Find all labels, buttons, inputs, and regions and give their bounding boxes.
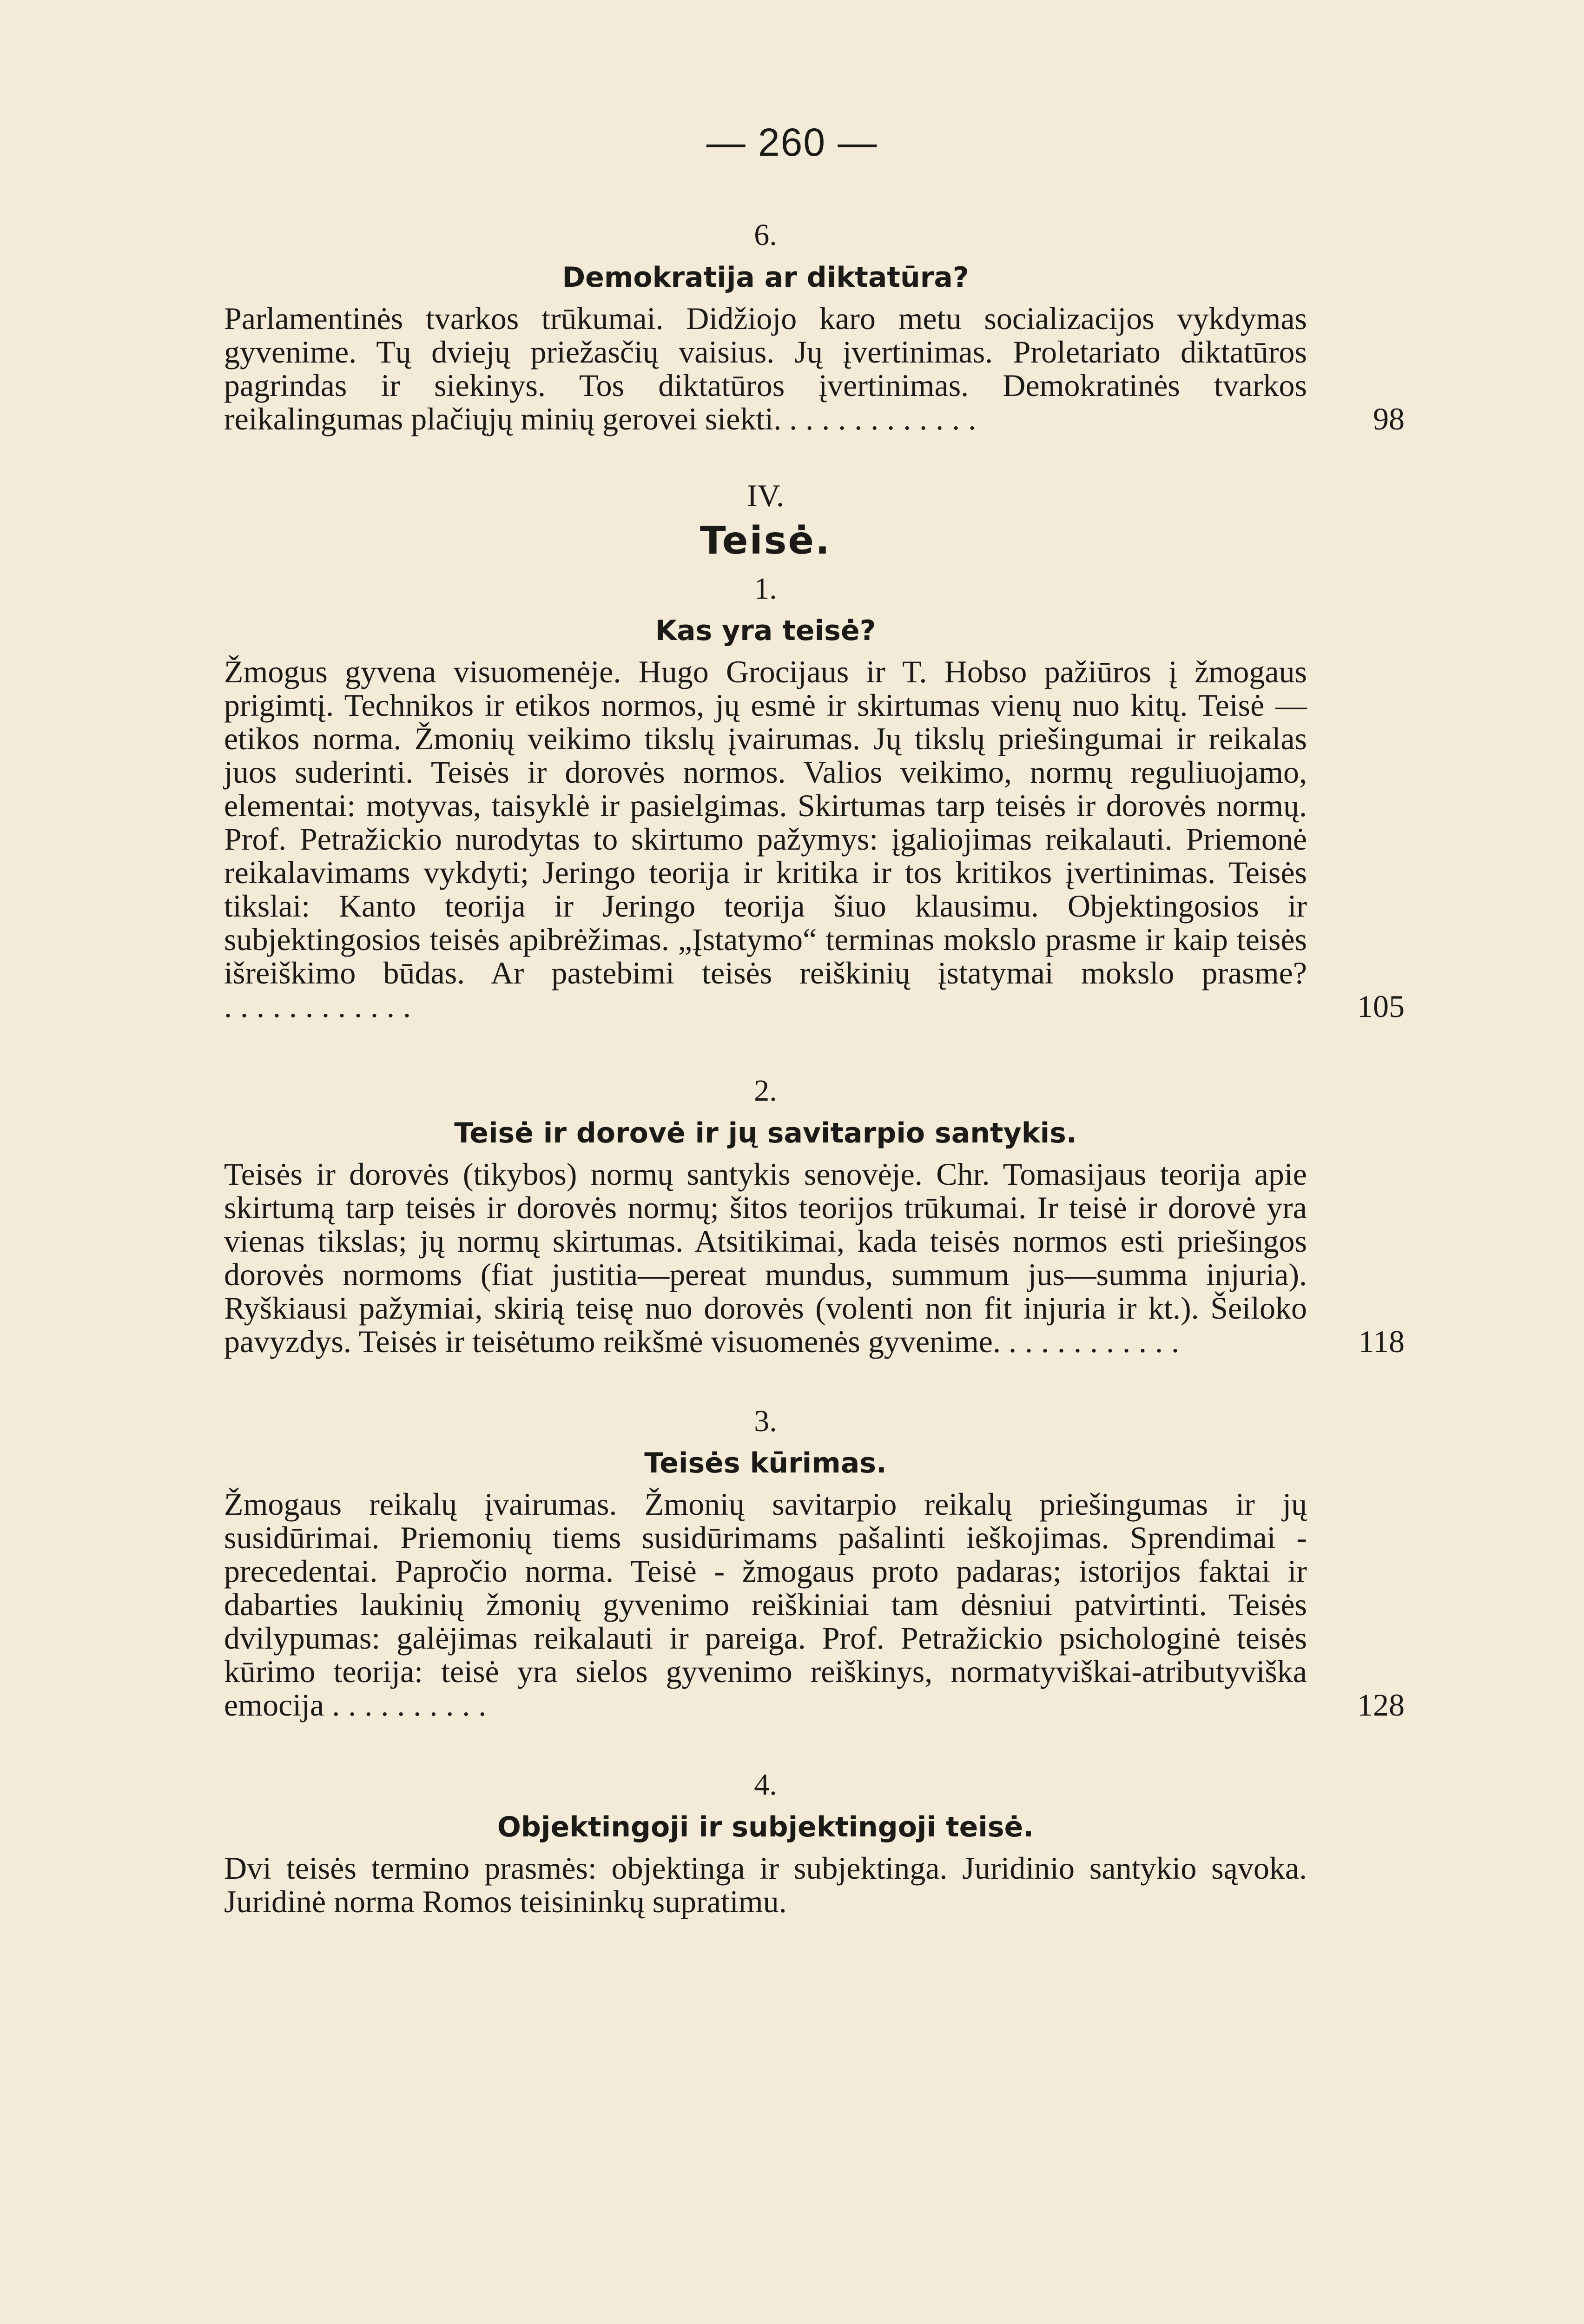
page-reference: 105 [1357, 989, 1405, 1024]
section-title: Kas yra teisė? [655, 614, 876, 647]
page-reference: 98 [1373, 401, 1405, 436]
section-3 [224, 1404, 1405, 1723]
section-summary [224, 1486, 1405, 1723]
section-summary [224, 1156, 1405, 1359]
section-title: Teisė ir dorovė ir jų savitarpio santykis. [454, 1116, 1077, 1149]
page-number: — 260 — [706, 120, 878, 164]
section-2 [224, 1074, 1405, 1359]
part-number: IV. [747, 477, 784, 513]
section-number: 4. [754, 1768, 777, 1802]
section-title: Teisės kūrimas. [644, 1447, 887, 1480]
summary-text: Dvi teisės termino prasmės: objektinga ir subjektinga. Juridinio santykio sąvoka. Juridinė norma Romos teisininkų supratimu. [224, 1850, 1307, 1919]
section-title: Demokratija ar diktatūra? [562, 261, 969, 294]
page-reference: 118 [1358, 1323, 1405, 1359]
part-title: Teisė. [700, 518, 832, 563]
section-title: Objektingoji ir subjektingoji teisė. [497, 1810, 1034, 1843]
dot-leader: .......... [332, 1687, 495, 1723]
dot-leader: ............ [789, 401, 985, 436]
section-number: 3. [754, 1404, 777, 1438]
section-summary [224, 654, 1405, 1024]
dot-leader: ............ [224, 989, 419, 1024]
section-number: 2. [754, 1074, 777, 1108]
page-reference: 128 [1357, 1687, 1405, 1723]
section-number: 6. [754, 218, 777, 252]
section-4 [224, 1768, 1307, 1918]
dot-leader: ........... [1008, 1323, 1188, 1359]
summary-text: Žmogus gyvena visuomenėje. Hugo Grocijaus ir T. Hobso pažiūros į žmogaus prigimtį. Technikos ir etikos normos, jų esmė ir skirtumas vienų nuo kitų. Teisė — etikos norma. Žmonių veikimo tikslų įvairumas. Jų tikslų priešingumai ir reikalas juos suderinti. Teisės ir dorovės normos. Valios veikimo, normų reguliuojamo, elementai: motyvas, taisyklė ir pasielgimas. Skirtumas tarp teisės ir dorovės normų. Prof. Petražickio nurodytas to skirtumo pažymys: įgaliojimas reikalauti. Priemonė reikalavimams vykdyti; Jeringo teorija ir kritika ir tos kritikos įvertinimas. Teisės tikslai: Kanto teorija ir Jeringo teorija šiuo klausimu. Objektingosios ir subjektingosios teisės apibrėžimas. „Įstatymo“ terminas mokslo prasme ir kaip teisės išreiškimo būdas. Ar pastebimi teisės reiškinių įstatymai mokslo prasme? [224, 654, 1307, 991]
section-summary [224, 300, 1405, 436]
summary-text: Parlamentinės tvarkos trūkumai. Didžiojo karo metu socializacijos vykdymas gyvenime. Tų dviejų priežasčių vaisius. Jų įvertinimas. Proletariato diktatūros pagrindas ir siekinys. Tos diktatūros įvertinimas. Demokratinės tvarkos reikalingumas plačiųjų minių gerovei siekti. [224, 300, 1307, 436]
section-6 [224, 218, 1405, 436]
part-iv-section-1 [224, 477, 1405, 1024]
section-summary [224, 1851, 1307, 1918]
summary-text: Žmogaus reikalų įvairumas. Žmonių savitarpio reikalų priešingumas ir jų susidūrimai. Priemonių tiems susidūrimams pašalinti ieškojimas. Sprendimai - precedentai. Papročio norma. Teisė - žmogaus proto padaras; istorijos faktai ir dabarties laukinių žmonių gyvenimo reiškiniai tam dėsniui patvirtinti. Teisės dvilypumas: galėjimas reikalauti ir pareiga. Prof. Petražickio psichologinė teisės kūrimo teorija: teisė yra sielos gyvenimo reiškinys, normatyviškai-atributyviška emocija [224, 1486, 1307, 1723]
table-of-contents [224, 218, 1405, 1919]
section-number: 1. [754, 571, 777, 606]
summary-text: Teisės ir dorovės (tikybos) normų santykis senovėje. Chr. Tomasijaus teorija apie skirtumą tarp teisės ir dorovės normų; šitos teorijos trūkumai. Ir teisė ir dorovė yra vienas tikslas; jų normų skirtumas. Atsitikimai, kada teisės normos esti priešingos dorovės normoms (fiat justitia—pereat mundus, summum jus—summa injuria). Ryškiausi pažymiai, skirią teisę nuo dorovės (volenti non fit injuria ir kt.). Šeiloko pavyzdys. Teisės ir teisėtumo reikšmė visuomenės gyvenime. [224, 1156, 1307, 1359]
